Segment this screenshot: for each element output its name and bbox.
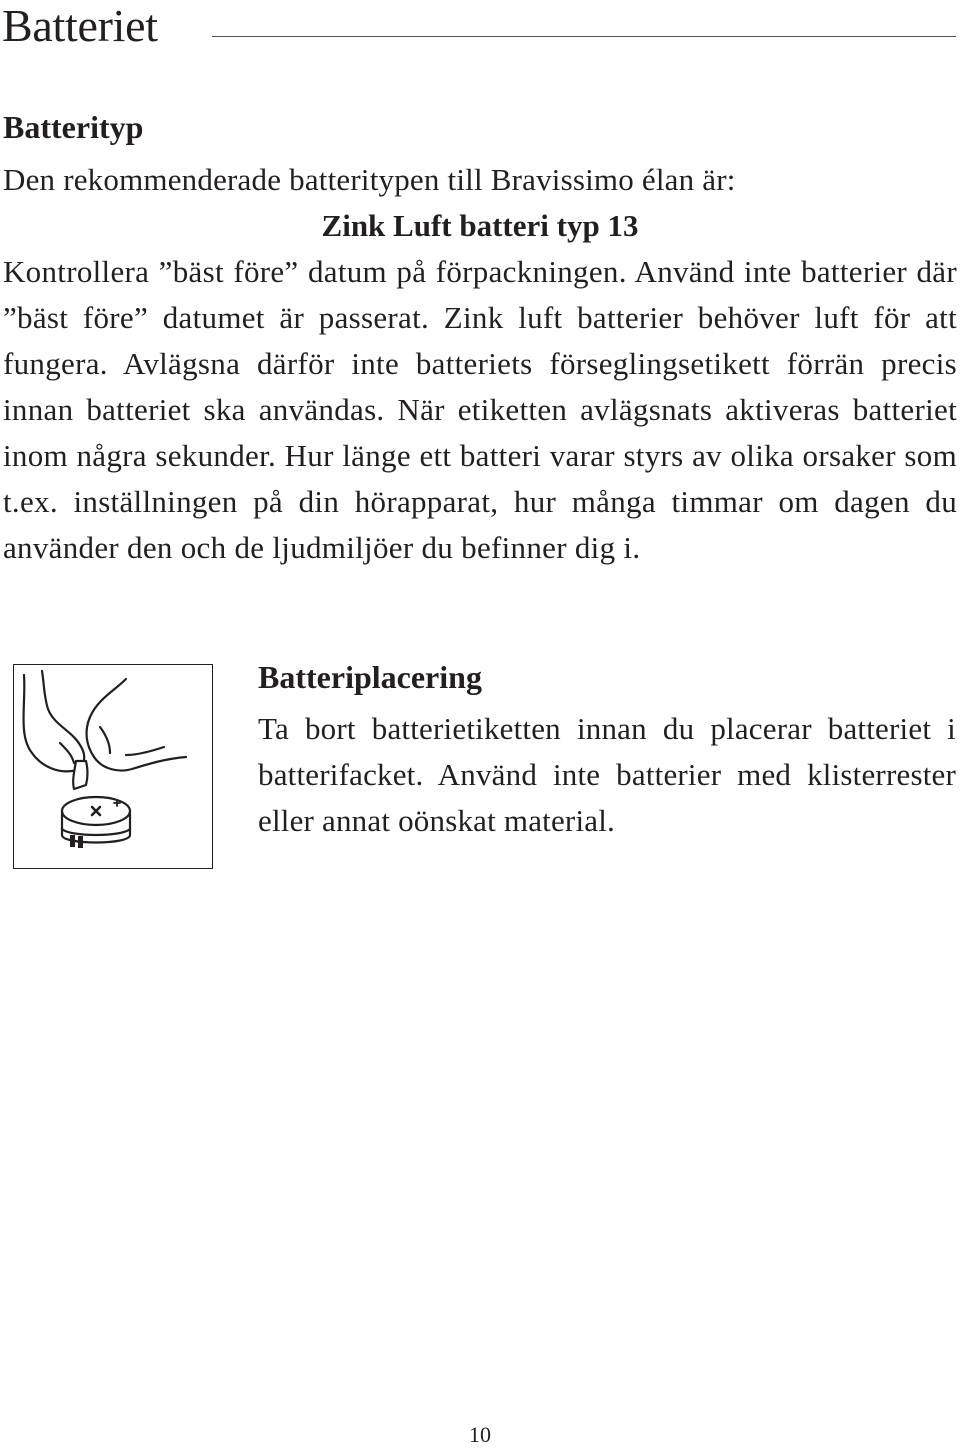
battery-type-section <box>3 108 957 571</box>
battery-placement-paragraph: Ta bort batterietiketten innan du placerar batteriet i batterifacket. Använd inte batterier med klisterrester eller annat oönskat material. <box>258 711 956 838</box>
battery-placement-section <box>258 658 956 844</box>
page-title: Batteriet <box>2 0 158 51</box>
battery-type-intro: Den rekommenderade batteritypen till Bravissimo élan är: <box>3 162 736 197</box>
battery-type-paragraph: Kontrollera ”bäst före” datum på förpackningen. Använd inte batterier där ”bäst före” datumet är passerat. Zink luft batterier behöver luft för att fungera. Avlägsna därför inte batteriets förseglingsetikett förrän precis innan batteriet ska användas. När etiketten avlägsnats aktiveras batteriet inom några sekunder. Hur länge ett batteri varar styrs av olika orsaker som t.ex. inställningen på din hörapparat, hur många timmar om dagen du använder den och de ljudmiljöer du befinner dig i. <box>3 254 957 565</box>
battery-tab-removal-icon <box>13 664 213 869</box>
page-header <box>0 0 960 64</box>
page-number: 10 <box>469 1422 491 1447</box>
battery-type-name: Zink Luft batteri typ 13 <box>321 208 639 243</box>
header-rule <box>212 36 956 37</box>
battery-placement-heading: Batteriplacering <box>258 659 482 695</box>
battery-type-heading: Batterityp <box>3 109 144 145</box>
